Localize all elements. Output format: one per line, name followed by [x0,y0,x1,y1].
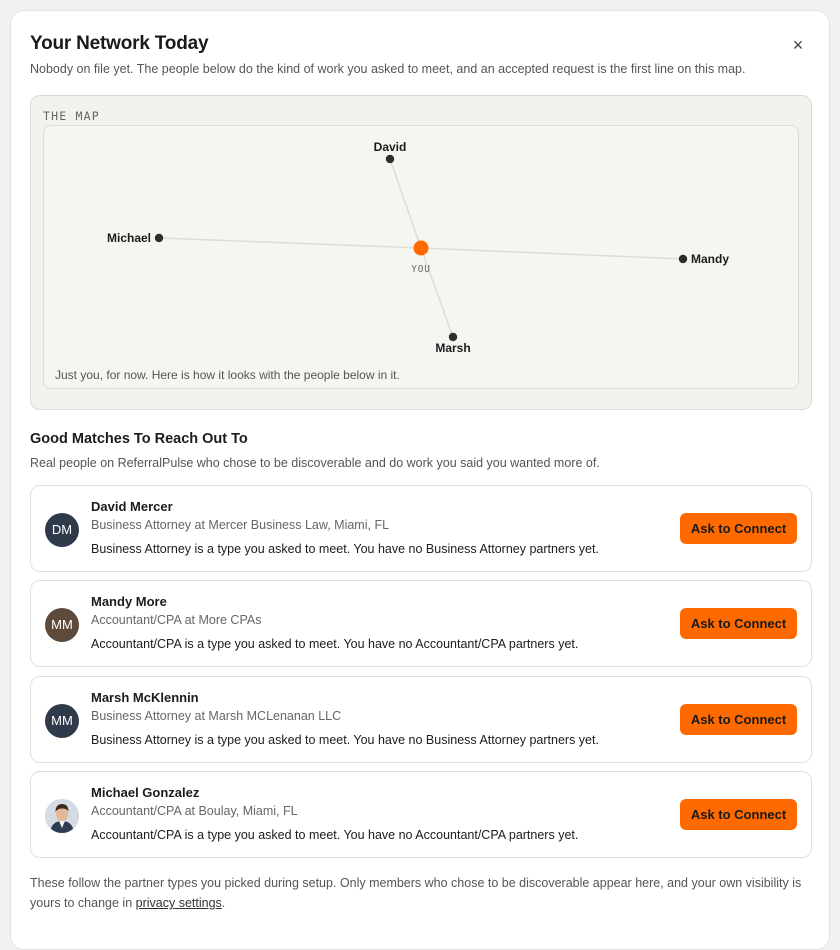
edge-mandy [421,248,683,259]
match-card [30,676,812,763]
match-role: Accountant/CPA at More CPAs [91,613,262,627]
match-card [30,580,812,667]
node-label-you: YOU [411,264,431,275]
match-name: Mandy More [91,594,167,609]
match-name: David Mercer [91,499,173,514]
match-card [30,485,812,572]
network-map-panel [30,95,812,410]
ask-to-connect-button[interactable]: Ask to Connect [680,608,797,639]
modal-subtitle: Nobody on file yet. The people below do the kind of work you asked to meet, and an accepted request is the first line on this map. [30,62,746,76]
footer-end: . [221,896,226,910]
match-reason: Business Attorney is a type you asked to meet. You have no Business Attorney partners yet. [91,733,599,747]
node-label-marsh: Marsh [435,341,471,355]
node-label-michael: Michael [106,231,151,245]
match-role: Business Attorney at Mercer Business Law, Miami, FL [91,518,390,532]
modal-title: Your Network Today [30,33,209,54]
match-name: Marsh McKlennin [91,690,199,705]
network-graph [44,126,799,389]
node-mandy [679,255,687,263]
avatar: MM [45,608,79,642]
network-modal [10,10,830,950]
match-reason: Accountant/CPA is a type you asked to meet. You have no Accountant/CPA partners yet. [91,828,579,842]
match-reason: Accountant/CPA is a type you asked to meet. You have no Accountant/CPA partners yet. [91,637,579,651]
ask-to-connect-button[interactable]: Ask to Connect [680,704,797,735]
matches-title: Good Matches To Reach Out To [30,431,248,447]
map-label: THE MAP [43,109,100,123]
edge-michael [159,238,421,248]
privacy-settings-link[interactable]: privacy settings [135,896,222,910]
match-name: Michael Gonzalez [91,785,200,800]
node-label-david: David [373,140,407,154]
match-reason: Business Attorney is a type you asked to meet. You have no Business Attorney partners yet. [91,542,599,556]
avatar: DM [45,513,79,547]
match-card [30,771,812,858]
edge-marsh [421,248,453,337]
node-label-mandy: Mandy [691,252,730,266]
avatar: MM [45,704,79,738]
ask-to-connect-button[interactable]: Ask to Connect [680,513,797,544]
edge-david [390,159,421,248]
node-you [414,241,429,256]
map-caption: Just you, for now. Here is how it looks with the people below in it. [55,368,400,382]
profile-photo-icon [45,799,79,833]
match-role: Business Attorney at Marsh MCLenanan LLC [91,709,342,723]
node-marsh [449,333,457,341]
footer-text: These follow the partner types you picked during setup. Only members who chose to be discoverable appear here, and your own visibility is yours to change in [30,876,802,910]
network-map [43,125,799,389]
footer-note [30,873,820,913]
match-role: Accountant/CPA at Boulay, Miami, FL [91,804,298,818]
node-michael [155,234,163,242]
ask-to-connect-button[interactable]: Ask to Connect [680,799,797,830]
node-david [386,155,394,163]
avatar [45,799,79,833]
matches-subtitle: Real people on ReferralPulse who chose to be discoverable and do work you said you wanted more of. [30,456,600,470]
close-icon[interactable]: × [792,35,804,55]
